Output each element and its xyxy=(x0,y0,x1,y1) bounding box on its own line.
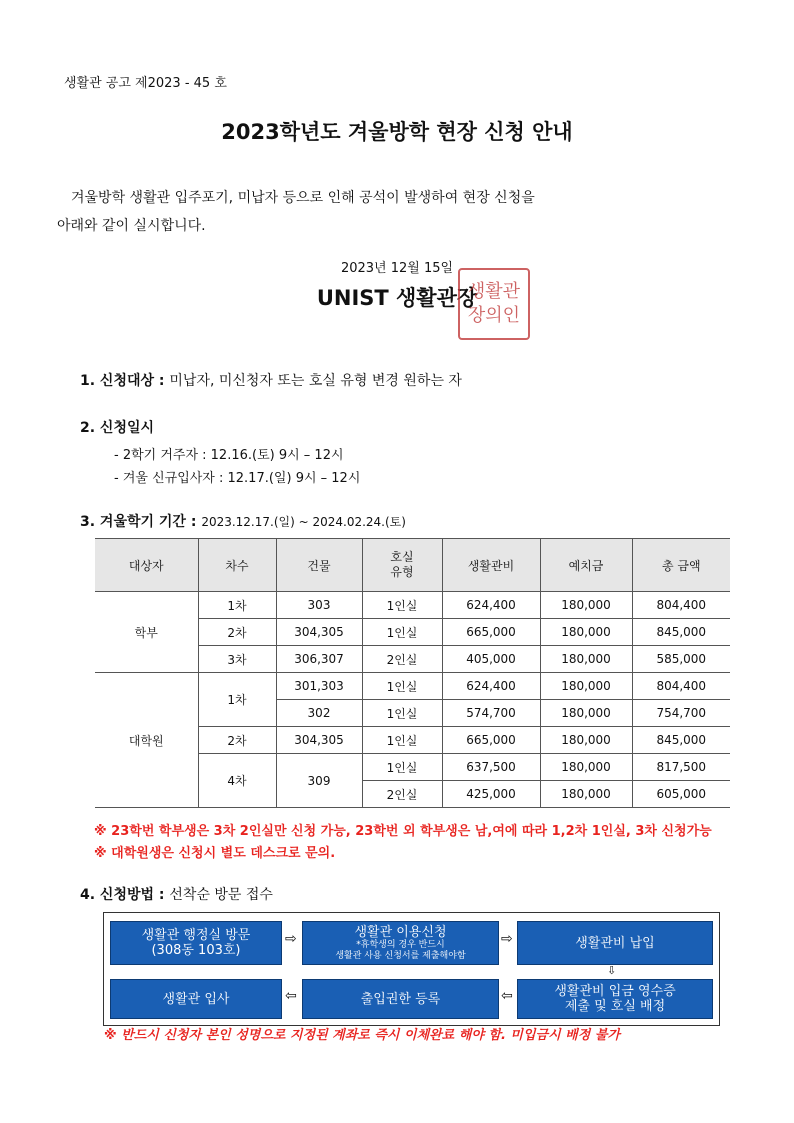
header-target: 대상자 xyxy=(95,539,198,592)
cell-fee: 624,400 xyxy=(442,673,540,700)
step-visit-office-line-2: (308동 103호) xyxy=(151,943,241,958)
header-round: 차수 xyxy=(198,539,276,592)
cell-room-type: 1인실 xyxy=(362,727,442,754)
cell-total: 804,400 xyxy=(632,673,730,700)
payment-warning: ※ 반드시 신청자 본인 성명으로 지정된 계좌로 즉시 이체완료 해야 함. 미입금시 배정 불가 xyxy=(104,1028,620,1043)
header-room-type-line-1: 호실 xyxy=(390,550,414,564)
step-submit-receipt xyxy=(517,979,713,1019)
header-room-type-line-2: 유형 xyxy=(390,565,414,579)
cell-building: 302 xyxy=(276,700,362,727)
section-winter-term xyxy=(80,511,406,531)
cell-deposit: 180,000 xyxy=(540,781,632,808)
cell-total: 845,000 xyxy=(632,619,730,646)
cell-building: 303 xyxy=(276,592,362,619)
arrow-right-icon: ⇨ xyxy=(501,931,513,947)
schedule-item-2: - 겨울 신규입사자 : 12.17.(일) 9시 – 12시 xyxy=(114,471,361,486)
cell-building: 304,305 xyxy=(276,727,362,754)
section-1-label: 1. 신청대상 : xyxy=(80,373,165,389)
arrow-right-icon: ⇨ xyxy=(285,931,297,947)
cell-room-type: 1인실 xyxy=(362,673,442,700)
schedule-item-1: - 2학기 거주자 : 12.16.(토) 9시 – 12시 xyxy=(114,448,344,463)
step-apply-line-1: 생활관 이용신청 xyxy=(354,924,447,940)
cell-fee: 665,000 xyxy=(442,619,540,646)
step-visit-office-line-1: 생활관 행정실 방문 xyxy=(141,928,251,943)
section-4-label: 4. 신청방법 : xyxy=(80,887,165,903)
header-dorm-fee: 생활관비 xyxy=(442,539,540,592)
cell-round: 2차 xyxy=(198,727,276,754)
header-room-type xyxy=(362,539,442,592)
cell-fee: 624,400 xyxy=(442,592,540,619)
cell-total: 585,000 xyxy=(632,646,730,673)
cell-room-type: 1인실 xyxy=(362,754,442,781)
cell-room-type: 2인실 xyxy=(362,781,442,808)
cell-deposit: 180,000 xyxy=(540,754,632,781)
fee-table xyxy=(95,538,730,808)
cell-fee: 405,000 xyxy=(442,646,540,673)
section-3-label: 3. 겨울학기 기간 : xyxy=(80,514,197,530)
step-visit-office xyxy=(110,921,282,965)
intro-paragraph xyxy=(57,184,717,240)
group-grad: 대학원 xyxy=(95,673,198,808)
cell-fee: 574,700 xyxy=(442,700,540,727)
intro-line-2: 아래와 같이 실시합니다. xyxy=(57,218,206,234)
cell-total: 605,000 xyxy=(632,781,730,808)
cell-room-type: 1인실 xyxy=(362,592,442,619)
cell-building: 301,303 xyxy=(276,673,362,700)
section-application-method xyxy=(80,884,273,904)
cell-round: 1차 xyxy=(198,592,276,619)
cell-room-type: 2인실 xyxy=(362,646,442,673)
cell-total: 804,400 xyxy=(632,592,730,619)
section-1-value: 미납자, 미신청자 또는 호실 유형 변경 원하는 자 xyxy=(169,373,462,389)
cell-fee: 637,500 xyxy=(442,754,540,781)
step-apply-note-1: *휴학생의 경우 반드시 xyxy=(356,939,445,950)
cell-total: 817,500 xyxy=(632,754,730,781)
cell-building: 306,307 xyxy=(276,646,362,673)
seal-line-2: 장의인 xyxy=(467,305,521,326)
cell-room-type: 1인실 xyxy=(362,700,442,727)
intro-line-1: 겨울방학 생활관 입주포기, 미납자 등으로 인해 공석이 발생하여 현장 신청을 xyxy=(71,190,535,206)
header-deposit: 예치금 xyxy=(540,539,632,592)
cell-round: 4차 xyxy=(198,754,276,808)
cell-round: 2차 xyxy=(198,619,276,646)
table-row xyxy=(95,673,730,700)
page-title: 2023학년도 겨울방학 현장 신청 안내 xyxy=(221,120,573,144)
cell-deposit: 180,000 xyxy=(540,727,632,754)
step-pay-fee: 생활관비 납입 xyxy=(517,921,713,965)
cell-deposit: 180,000 xyxy=(540,592,632,619)
section-3-value: 2023.12.17.(일) ~ 2024.02.24.(토) xyxy=(201,515,406,529)
seal-line-1: 생활관 xyxy=(467,281,521,302)
table-header-row xyxy=(95,539,730,592)
cell-fee: 665,000 xyxy=(442,727,540,754)
cell-deposit: 180,000 xyxy=(540,700,632,727)
section-eligibility xyxy=(80,370,462,390)
step-submit-receipt-line-2: 제출 및 호실 배정 xyxy=(564,999,666,1014)
header-total: 총 금액 xyxy=(632,539,730,592)
cell-deposit: 180,000 xyxy=(540,619,632,646)
table-row xyxy=(95,592,730,619)
notice-number: 생활관 공고 제2023 - 45 호 xyxy=(64,76,227,91)
step-move-in: 생활관 입사 xyxy=(110,979,282,1019)
official-seal-stamp xyxy=(458,268,530,340)
step-submit-receipt-line-1: 생활관비 입금 영수증 xyxy=(554,984,676,999)
arrow-left-icon: ⇦ xyxy=(285,988,297,1004)
notice-date: 2023년 12월 15일 xyxy=(340,261,454,276)
step-apply xyxy=(302,921,499,965)
note-undergrad: ※ 23학번 학부생은 3차 2인실만 신청 가능, 23학번 외 학부생은 남,여에 따라 1,2차 1인실, 3차 신청가능 xyxy=(94,824,712,839)
cell-total: 754,700 xyxy=(632,700,730,727)
cell-room-type: 1인실 xyxy=(362,619,442,646)
section-2-label: 2. 신청일시 xyxy=(80,420,155,436)
cell-round: 1차 xyxy=(198,673,276,727)
cell-round: 3차 xyxy=(198,646,276,673)
process-flow xyxy=(103,912,720,1026)
issuer-name: UNIST 생활관장 xyxy=(316,286,478,310)
cell-building: 304,305 xyxy=(276,619,362,646)
arrow-left-icon: ⇦ xyxy=(501,988,513,1004)
cell-deposit: 180,000 xyxy=(540,673,632,700)
section-4-value: 선착순 방문 접수 xyxy=(169,887,273,903)
group-undergrad: 학부 xyxy=(95,592,198,673)
header-building: 건물 xyxy=(276,539,362,592)
cell-building: 309 xyxy=(276,754,362,808)
step-apply-note-2: 생활관 사용 신청서를 제출해야함 xyxy=(335,950,466,961)
cell-deposit: 180,000 xyxy=(540,646,632,673)
cell-total: 845,000 xyxy=(632,727,730,754)
cell-fee: 425,000 xyxy=(442,781,540,808)
note-grad: ※ 대학원생은 신청시 별도 데스크로 문의. xyxy=(94,846,336,861)
step-access-registration: 출입권한 등록 xyxy=(302,979,499,1019)
arrow-down-icon: ⇩ xyxy=(607,964,617,977)
